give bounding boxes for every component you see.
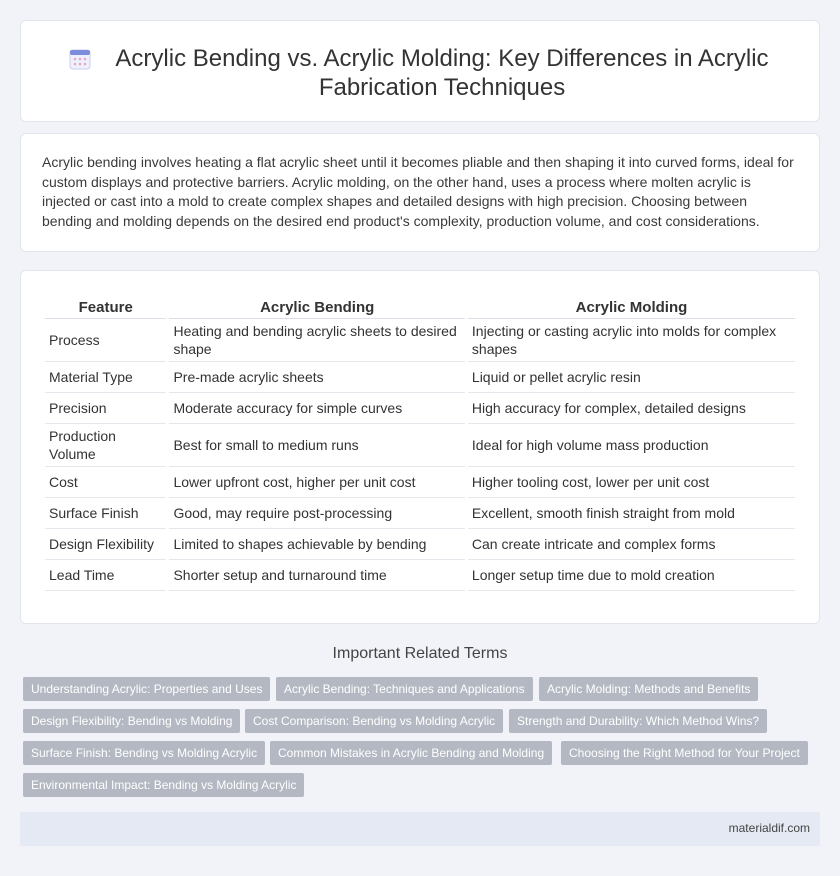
molding-cell: Higher tooling cost, lower per unit cost [468,467,795,498]
feature-cell: Production Volume [45,424,166,467]
related-terms-heading: Important Related Terms [332,645,508,662]
table-row [45,560,795,591]
footer-site[interactable]: materialdif.com [728,821,810,835]
molding-cell: High accuracy for complex, detailed designs [468,393,795,424]
feature-cell: Material Type [45,362,166,393]
bending-cell: Limited to shapes achievable by bending [169,529,464,560]
table-row [45,498,795,529]
table-header-row [45,297,795,319]
feature-cell: Process [45,319,166,362]
feature-cell: Lead Time [45,560,166,591]
bending-cell: Shorter setup and turnaround time [169,560,464,591]
intro-card [20,133,820,252]
related-tag[interactable]: Acrylic Bending: Techniques and Applications [276,677,533,701]
related-tag[interactable]: Acrylic Molding: Methods and Benefits [539,677,758,701]
related-tag[interactable]: Understanding Acrylic: Properties and Uses [23,677,270,701]
related-tag[interactable]: Cost Comparison: Bending vs Molding Acrylic [245,709,503,733]
footer [20,812,820,846]
feature-cell: Design Flexibility [45,529,166,560]
molding-cell: Longer setup time due to mold creation [468,560,795,591]
feature-cell: Precision [45,393,166,424]
table-row [45,319,795,362]
title-card [20,20,820,122]
molding-cell: Excellent, smooth finish straight from mold [468,498,795,529]
bending-cell: Good, may require post-processing [169,498,464,529]
page-title: Acrylic Bending vs. Acrylic Molding: Key Differences in Acrylic Fabrication Techniques [115,45,769,101]
bending-cell: Pre-made acrylic sheets [169,362,464,393]
comparison-card [20,270,820,624]
bending-cell: Heating and bending acrylic sheets to desired shape [169,319,464,362]
table-row [45,529,795,560]
intro-paragraph: Acrylic bending involves heating a flat acrylic sheet until it becomes pliable and then shaping it into curved forms, ideal for custom displays and protective barriers. Acrylic molding, on the other hand, uses a process where molten acrylic is injected or cast into a mold to create complex shapes and detailed designs with high precision. Choosing between bending and molding depends on the desired end product's complexity, production volume, and cost considerations. [42,154,794,229]
feature-cell: Surface Finish [45,498,166,529]
bending-cell: Moderate accuracy for simple curves [169,393,464,424]
table-row [45,467,795,498]
related-tag[interactable]: Design Flexibility: Bending vs Molding [23,709,240,733]
related-tag[interactable]: Choosing the Right Method for Your Project [561,741,808,765]
related-tag[interactable]: Environmental Impact: Bending vs Molding Acrylic [23,773,304,797]
molding-cell: Can create intricate and complex forms [468,529,795,560]
header-feature: Feature [45,297,166,319]
table-row [45,393,795,424]
related-tag[interactable]: Strength and Durability: Which Method Wins? [509,709,767,733]
table-row [45,362,795,393]
related-tag[interactable]: Common Mistakes in Acrylic Bending and Molding [270,741,552,765]
molding-cell: Ideal for high volume mass production [468,424,795,467]
table-row [45,424,795,467]
feature-cell: Cost [45,467,166,498]
header-molding: Acrylic Molding [468,297,795,319]
calendar-icon [68,47,92,71]
comparison-table [42,297,798,591]
related-tag[interactable]: Surface Finish: Bending vs Molding Acrylic [23,741,265,765]
molding-cell: Liquid or pellet acrylic resin [468,362,795,393]
bending-cell: Best for small to medium runs [169,424,464,467]
bending-cell: Lower upfront cost, higher per unit cost [169,467,464,498]
header-bending: Acrylic Bending [169,297,464,319]
molding-cell: Injecting or casting acrylic into molds for complex shapes [468,319,795,362]
